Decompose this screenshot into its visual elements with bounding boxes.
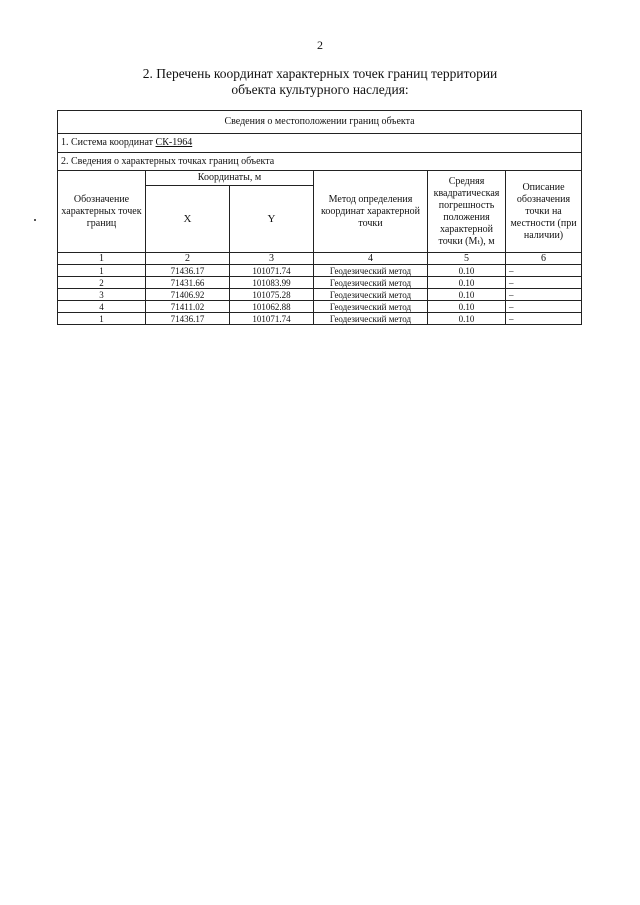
- header-y: Y: [230, 186, 314, 253]
- cell-x: 71436.17: [146, 313, 230, 325]
- cell-x: 71411.02: [146, 301, 230, 313]
- cell-point: 4: [58, 301, 146, 313]
- column-index: 3: [230, 253, 314, 265]
- header-error: Средняя квадратическая погрешность положения характерной точки (Mₜ), м: [428, 171, 506, 253]
- cell-method: Геодезический метод: [314, 313, 428, 325]
- points-section-title: 2. Сведения о характерных точках границ объекта: [58, 153, 582, 171]
- coordinate-system-label: 1. Система координат: [61, 137, 154, 148]
- header-method: Метод определения координат характерной точки: [314, 171, 428, 253]
- table-title: Сведения о местоположении границ объекта: [58, 111, 582, 134]
- cell-error: 0.10: [428, 289, 506, 301]
- header-designation: Обозначение характерных точек границ: [58, 171, 146, 253]
- cell-y: 101075.28: [230, 289, 314, 301]
- cell-point: 1: [58, 313, 146, 325]
- scan-artifact-dot: [34, 219, 36, 221]
- column-index: 2: [146, 253, 230, 265]
- header-description: Описание обозначения точки на местности (при наличии): [506, 171, 582, 253]
- cell-error: 0.10: [428, 301, 506, 313]
- cell-description: –: [506, 313, 582, 325]
- cell-y: 101062.88: [230, 301, 314, 313]
- cell-y: 101083.99: [230, 277, 314, 289]
- cell-point: 3: [58, 289, 146, 301]
- header-coordinates: Координаты, м: [146, 171, 314, 186]
- cell-y: 101071.74: [230, 265, 314, 277]
- page-heading: [110, 66, 530, 98]
- page-number: 2: [317, 38, 323, 52]
- heading-line-2: объекта культурного наследия:: [231, 82, 409, 97]
- column-index: 4: [314, 253, 428, 265]
- cell-method: Геодезический метод: [314, 265, 428, 277]
- header-x: X: [146, 186, 230, 253]
- cell-point: 2: [58, 277, 146, 289]
- table-row: [58, 277, 582, 289]
- cell-x: 71431.66: [146, 277, 230, 289]
- cell-x: 71406.92: [146, 289, 230, 301]
- heading-line-1: 2. Перечень координат характерных точек границ территории: [142, 66, 498, 81]
- cell-method: Геодезический метод: [314, 301, 428, 313]
- cell-y: 101071.74: [230, 313, 314, 325]
- cell-description: –: [506, 301, 582, 313]
- table-row: [58, 265, 582, 277]
- coordinate-system-cell: [58, 134, 582, 153]
- coordinate-system-name: СК-1964: [155, 137, 193, 148]
- cell-method: Геодезический метод: [314, 277, 428, 289]
- cell-method: Геодезический метод: [314, 289, 428, 301]
- table-row: [58, 313, 582, 325]
- table-row: [58, 289, 582, 301]
- column-index: 6: [506, 253, 582, 265]
- cell-description: –: [506, 277, 582, 289]
- column-index: 1: [58, 253, 146, 265]
- cell-description: –: [506, 289, 582, 301]
- column-index: 5: [428, 253, 506, 265]
- cell-error: 0.10: [428, 313, 506, 325]
- table-row: [58, 301, 582, 313]
- cell-point: 1: [58, 265, 146, 277]
- boundary-coordinates-table: [57, 110, 582, 325]
- cell-x: 71436.17: [146, 265, 230, 277]
- cell-error: 0.10: [428, 265, 506, 277]
- cell-error: 0.10: [428, 277, 506, 289]
- cell-description: –: [506, 265, 582, 277]
